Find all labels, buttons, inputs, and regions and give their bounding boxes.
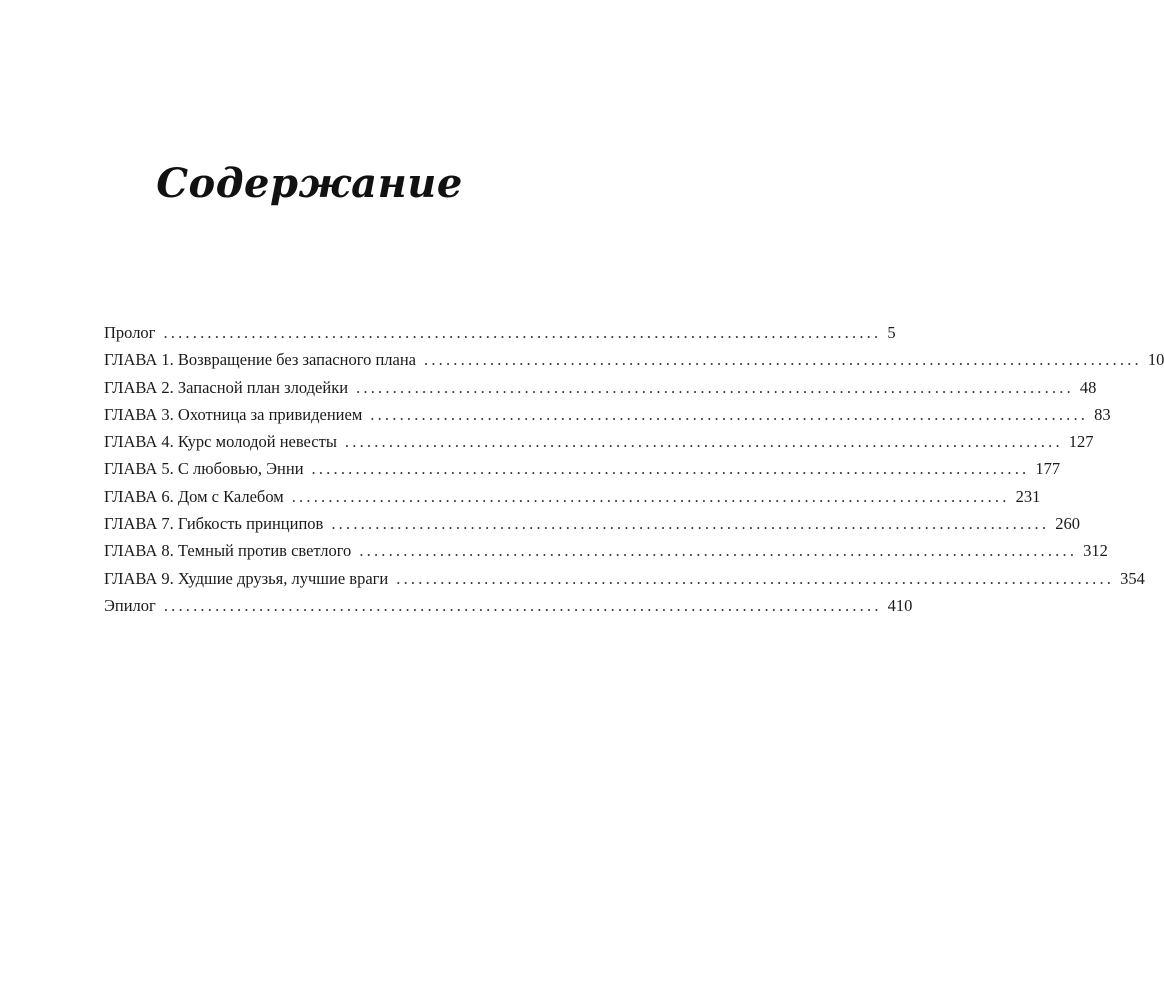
toc-entry-page: 127 (1068, 432, 1094, 452)
toc-entry-chapter-8[interactable] (104, 537, 1108, 564)
toc-entry-page: 83 (1094, 404, 1111, 424)
dot-leader: .................................................................................................. (396, 568, 1115, 588)
toc-entry-chapter-2[interactable] (104, 374, 1097, 401)
dot-leader: .................................................................................................. (163, 323, 882, 342)
toc-entry-chapter-6[interactable] (104, 483, 1041, 510)
toc-entry-page: 260 (1055, 514, 1080, 534)
toc-entry-title: Пролог (104, 323, 156, 342)
toc-entry-page: 10 (1147, 350, 1164, 370)
dot-leader: .................................................................................................. (370, 404, 1089, 424)
toc-entry-page: 354 (1120, 568, 1145, 588)
toc-entry-page: 231 (1015, 486, 1041, 506)
toc-entry-page: 5 (887, 323, 896, 342)
dot-leader: .................................................................................................. (163, 595, 882, 615)
toc-entry-chapter-7[interactable] (104, 510, 1080, 537)
table-of-contents (104, 319, 1164, 619)
dot-leader: .................................................................................................. (311, 459, 1030, 479)
toc-entry-chapter-5[interactable] (104, 455, 1061, 482)
toc-entry-page: 48 (1079, 377, 1097, 397)
toc-entry-title: ГЛАВА 1. Возвращение без запасного плана (104, 350, 416, 370)
toc-entry-epilogue[interactable] (104, 592, 913, 619)
toc-entry-chapter-9[interactable] (104, 565, 1145, 592)
toc-entry-title: ГЛАВА 9. Худшие друзья, лучшие враги (104, 568, 389, 588)
toc-entry-title: ГЛАВА 5. С любовью, Энни (104, 459, 304, 479)
dot-leader: .................................................................................................. (291, 486, 1010, 506)
toc-entry-chapter-4[interactable] (104, 428, 1094, 455)
toc-entry-title: ГЛАВА 2. Запасной план злодейки (104, 377, 349, 397)
toc-entry-title: ГЛАВА 3. Охотница за привидением (104, 404, 363, 424)
toc-entry-title: ГЛАВА 7. Гибкость принципов (104, 514, 324, 534)
dot-leader: .................................................................................................. (359, 541, 1078, 561)
toc-entry-prologue[interactable] (104, 319, 896, 346)
toc-entry-chapter-1[interactable] (104, 346, 1164, 373)
toc-entry-title: ГЛАВА 8. Темный против светлого (104, 541, 352, 561)
toc-entry-chapter-3[interactable] (104, 401, 1111, 428)
page-title: Содержание (156, 160, 463, 207)
dot-leader: .................................................................................................. (356, 377, 1074, 397)
dot-leader: .................................................................................................. (344, 432, 1063, 452)
toc-entry-title: ГЛАВА 6. Дом с Калебом (104, 486, 284, 506)
toc-entry-page: 410 (887, 595, 913, 615)
toc-entry-title: ГЛАВА 4. Курс молодой невесты (104, 432, 337, 452)
dot-leader: .................................................................................................. (331, 514, 1050, 534)
toc-entry-title: Эпилог (104, 595, 156, 615)
toc-entry-page: 312 (1083, 541, 1108, 561)
dot-leader: .................................................................................................. (424, 350, 1142, 370)
toc-entry-page: 177 (1035, 459, 1061, 479)
